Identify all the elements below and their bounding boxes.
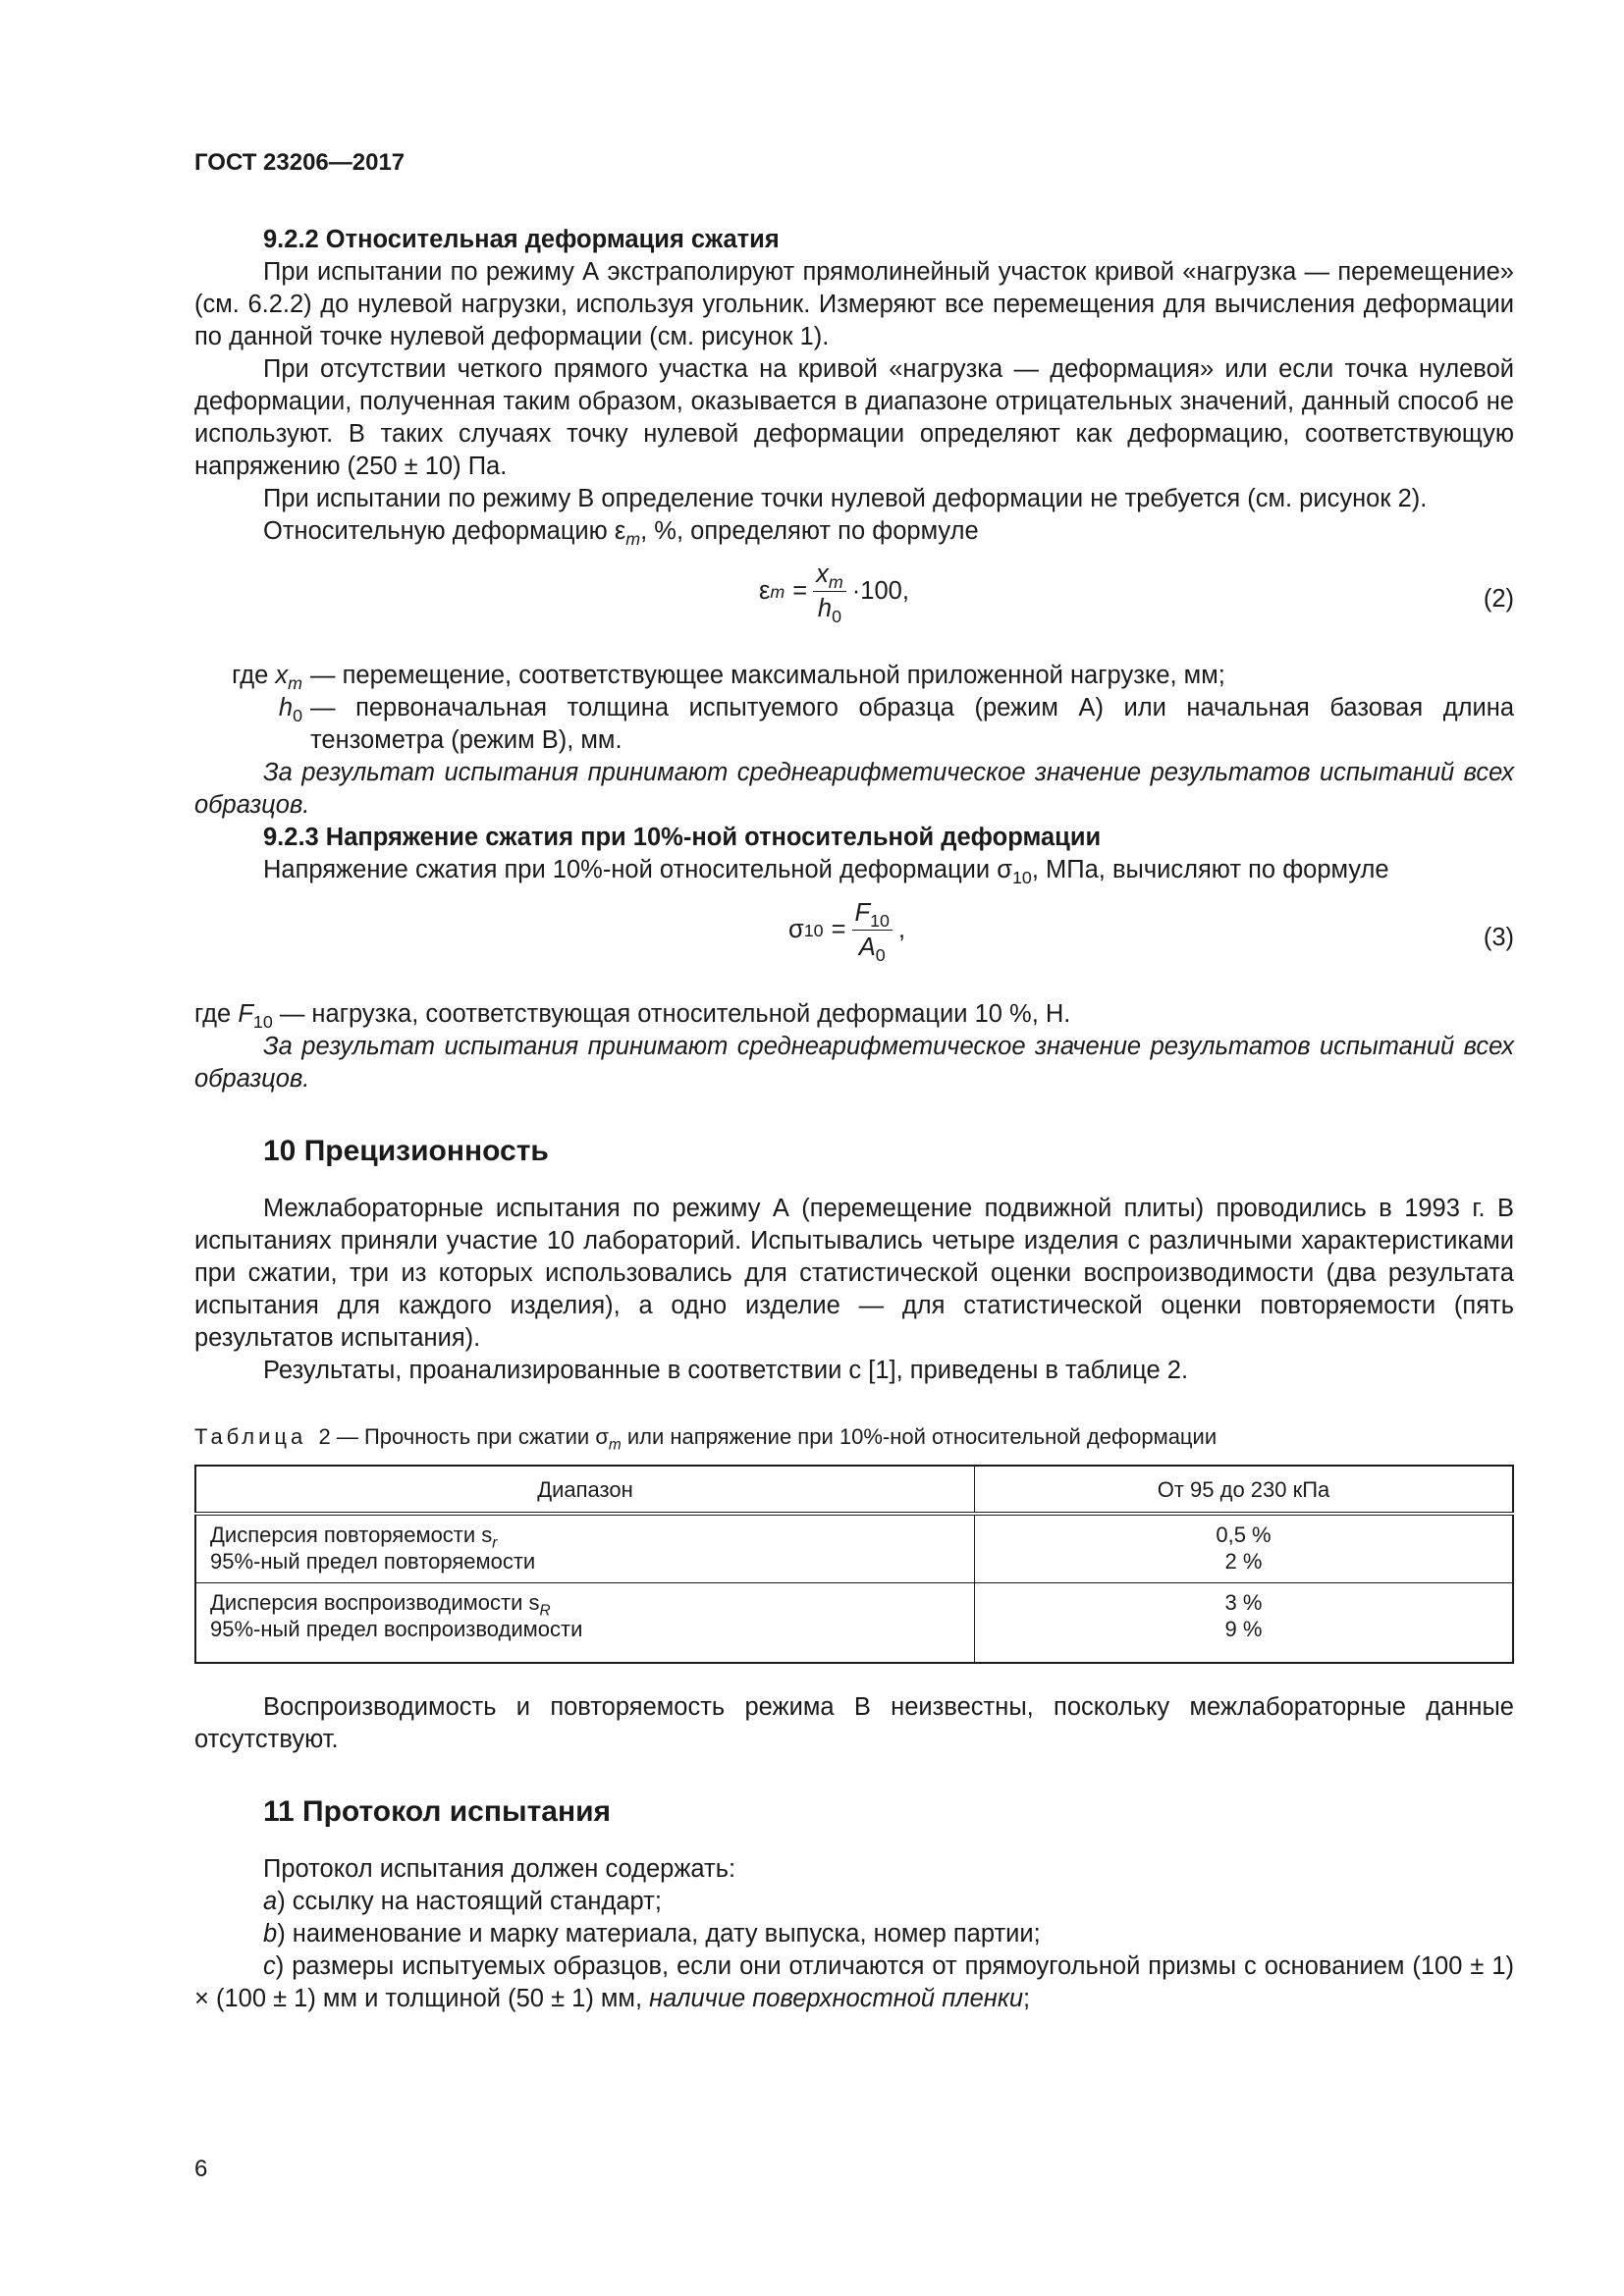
section-heading-10: 10 Прецизионность	[263, 1135, 549, 1167]
document-code: ГОСТ 23206—2017	[194, 149, 406, 176]
table-row	[195, 1583, 1513, 1664]
table-cell: Дисперсия воспроизводимости $s_R$ 95%-ный предел воспроизводимости	[195, 1583, 975, 1664]
result-note: За результат испытания принимают среднеарифметическое значение результатов испытаний всех образцов.	[194, 759, 1514, 819]
subsection-heading-9-2-2: 9.2.2 Относительная деформация сжатия	[263, 226, 780, 253]
list-item: c) размеры испытуемых образцов, если они отличаются от прямоугольной призмы с основанием (100 ± 1) × (100 ± 1) мм и толщиной (50 ± 1) мм, наличие поверхностной пленки;	[194, 1952, 1514, 2012]
paragraph: Протокол испытания должен содержать:	[263, 1855, 736, 1883]
table-caption: Таблица 2 — Прочность при сжатии $\sigma_m$ или напряжение при 10%-ной относительной деформации	[194, 1424, 1218, 1454]
list-item: a) ссылку на настоящий стандарт;	[263, 1888, 662, 1915]
precision-table	[194, 1465, 1514, 1664]
paragraph: При испытании по режиму В определение точки нулевой деформации не требуется (см. рисунок 2).	[263, 485, 1428, 512]
paragraph: Воспроизводимость и повторяемость режима В неизвестны, поскольку межлабораторные данные отсутствуют.	[194, 1693, 1514, 1753]
fraction: $\frac{x_m}{h_0}$	[813, 560, 846, 623]
table-cell: 3 % 9 %	[975, 1583, 1514, 1664]
paragraph: Относительную деформацию $\varepsilon_m$, %, определяют по формуле	[263, 517, 979, 550]
where-line: где $F_{10}$ — нагрузка, соответствующая относительной деформации 10 %, Н.	[194, 1000, 1071, 1033]
paragraph: Межлабораторные испытания по режиму А (перемещение подвижной плиты) проводились в 1993 г. В испытаниях приняли участие 10 лабораторий. Испытывались четыре изделия с различными характеристиками при сжатии, три из которых использовались для статистической оценки воспроизводимости (два результата испытания для каждого изделия), а одно изделие — для статистической оценки повторяемости (пять результатов испытания).	[194, 1195, 1514, 1352]
table-row	[195, 1514, 1513, 1583]
section-heading-11: 11 Протокол испытания	[263, 1795, 612, 1828]
subsection-heading-9-2-3: 9.2.3 Напряжение сжатия при 10%-ной относительной деформации	[263, 824, 1102, 851]
table-header-cell: Диапазон	[195, 1466, 975, 1514]
page-content	[194, 224, 1514, 2015]
equation-2	[194, 560, 1514, 650]
paragraph: При испытании по режиму А экстраполируют прямолинейный участок кривой «нагрузка — перемещение» (см. 6.2.2) до нулевой нагрузки, используя угольник. Измеряют все перемещения для вычисления деформации по данной точке нулевой деформации (см. рисунок 1).	[194, 258, 1514, 350]
result-note: За результат испытания принимают среднеарифметическое значение результатов испытаний всех образцов.	[194, 1033, 1514, 1093]
table-header-cell: От 95 до 230 кПа	[975, 1466, 1514, 1514]
where-list: где $x_m$ — перемещение, соответствующее максимальной приложенной нагрузке, мм; $h_0$ — первоначальная толщина испытуемого образца (режим А) или начальная базовая длина тензометра (режим В), мм.	[232, 662, 1514, 754]
paragraph: При отсутствии четкого прямого участка на кривой «нагрузка — деформация» или если точка нулевой деформации, полученная таким образом, оказывается в диапазоне отрицательных значений, данный способ не используют. В таких случаях точку нулевой деформации определяют как деформацию, соответствующую напряжению (250 ± 10) Па.	[194, 355, 1514, 480]
table-header-row	[195, 1466, 1513, 1514]
table-cell: 0,5 % 2 %	[975, 1514, 1514, 1583]
equation-number: (2)	[1483, 585, 1514, 613]
formula: ε m = $\frac{x_m}{h_0}$ ·100,	[759, 561, 909, 627]
formula: σ 10 = $\frac{F_{10}}{A_0}$ ,	[788, 899, 906, 966]
page-number: 6	[194, 2156, 208, 2182]
equation-3	[194, 898, 1514, 988]
paragraph: Напряжение сжатия при 10%-ной относительной деформации $\sigma_{10}$, МПа, вычисляют по формуле	[263, 856, 1389, 888]
table-cell: Дисперсия повторяемости $s_r$ 95%-ный предел повторяемости	[195, 1514, 975, 1583]
list-item: b) наименование и марку материала, дату выпуска, номер партии;	[263, 1920, 1041, 1948]
paragraph: Результаты, проанализированные в соответствии с [1], приведены в таблице 2.	[263, 1357, 1189, 1384]
equation-number: (3)	[1483, 924, 1514, 951]
fraction: $\frac{F_{10}}{A_0}$	[852, 898, 893, 962]
